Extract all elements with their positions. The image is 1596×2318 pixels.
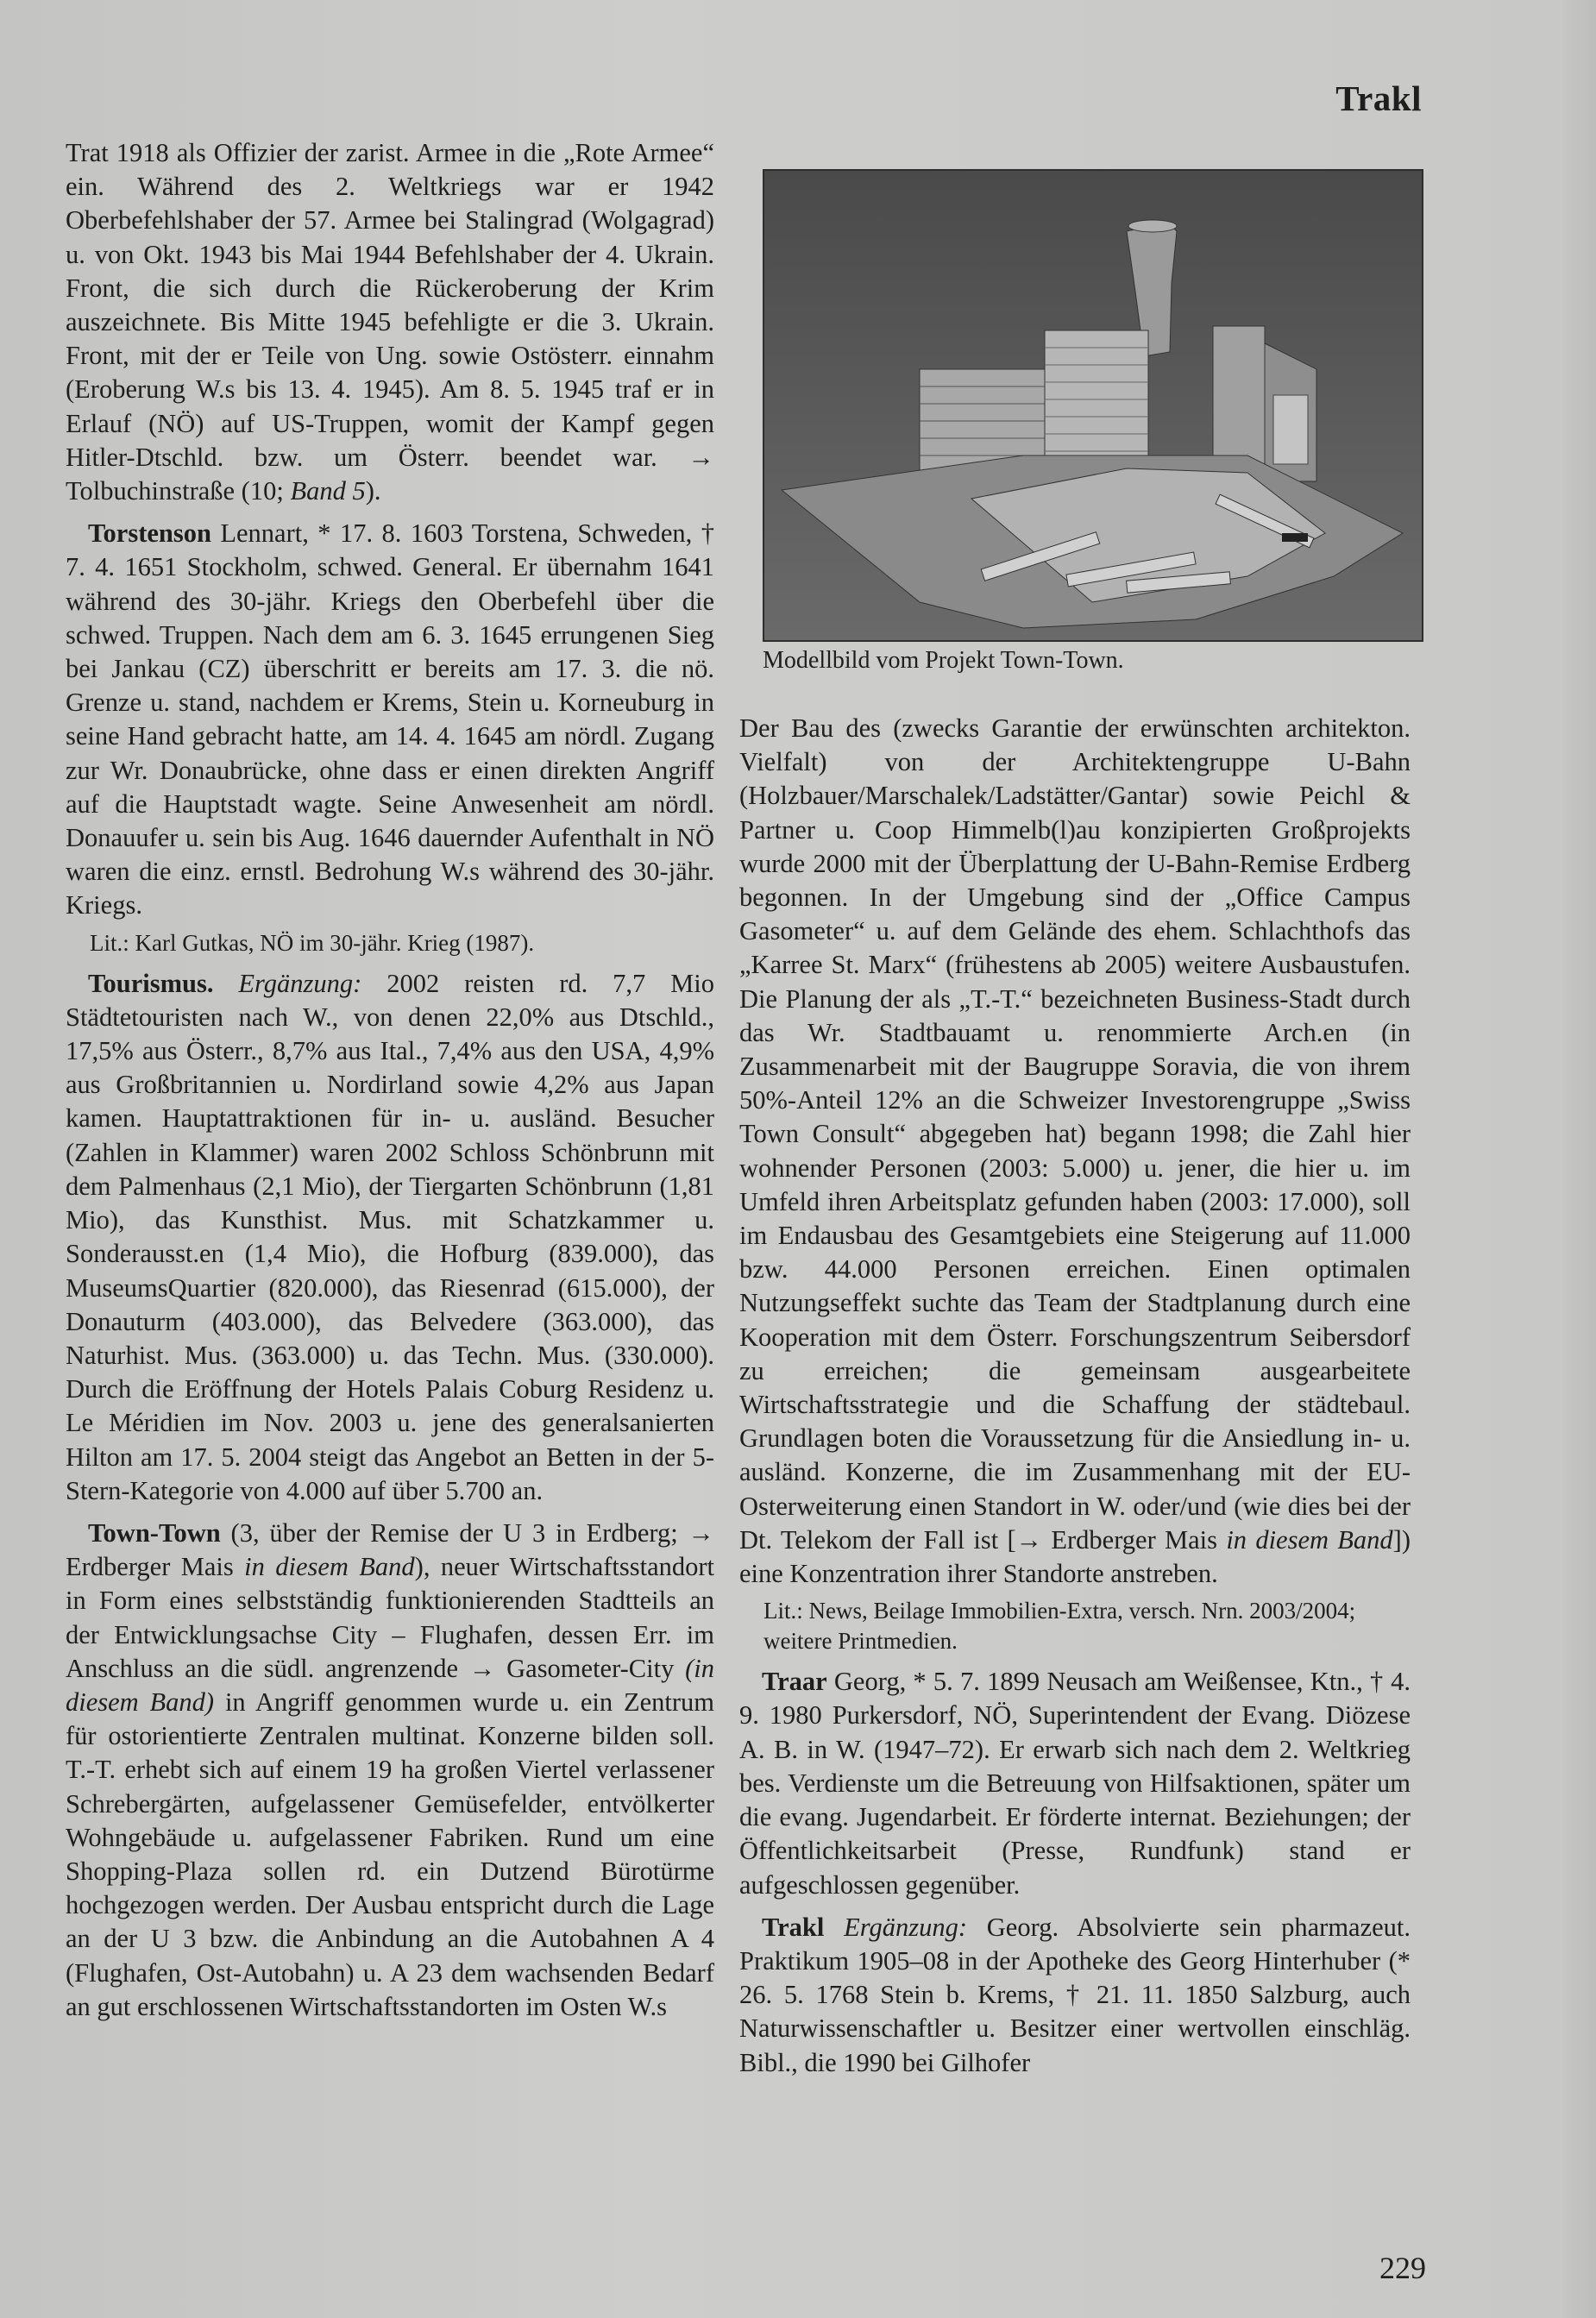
running-head: Trakl [1335,79,1422,118]
literature-note: Lit.: News, Beilage Immobilien-Extra, versch. Nrn. 2003/2004; weitere Printmedien. [763,1598,1356,1655]
paragraph-text: ]) eine Konzentration ihrer Standorte anstreben. [739,1524,1411,1589]
figure-caption: Modellbild vom Projekt Town-Town. [763,647,1124,674]
town-town-model-image [763,169,1423,642]
cross-reference: in diesem Band [1226,1524,1393,1555]
entry-torstenson [66,517,714,922]
left-column [66,136,714,2024]
tolbuchin-continuation [66,136,714,508]
paragraph-text: ). [365,476,381,506]
cross-reference: in diesem Band [244,1552,415,1582]
page-number: 229 [1379,2251,1426,2285]
entry-text: ), neuer Wirtschaftsstandort in Form eines selbstständig funktionierenden Stadtteils an der Entwicklungsachse City – Flughafen, dessen Err. im Anschluss an die südl. angrenzende → Gasometer-City [66,1552,714,1683]
supplement-label: Ergänzung: [238,968,362,998]
architectural-model-illustration [764,171,1422,640]
entry-traar [739,1665,1411,1901]
headword: Traar [762,1667,827,1697]
entry-text: Georg. Absolvierte sein pharmazeut. Praktikum 1905–08 in der Apotheke des Georg Hinterhuber (* 26. 5. 1768 Stein b. Krems, † 21. 11. 1850 Salzburg, auch Naturwissenschaftler u. Besitzer einer wertvollen einschläg. Bibl., die 1990 bei Gilhofer [739,1912,1411,2077]
page-edge [1561,0,1596,2318]
entry-text: Georg, * 5. 7. 1899 Neusach am Weißensee, Ktn., † 4. 9. 1980 Purkersdorf, NÖ, Superintendent der Evang. Diözese A. B. in W. (1947–72). Er erwarb sich nach dem 2. Weltkrieg bes. Verdienste um die Betreuung von Hilfsaktionen, später um die evang. Jugendarbeit. Er förderte internat. Beziehungen; der Öffentlichkeitsarbeit (Presse, Rundfunk) stand er aufgeschlossen gegenüber. [739,1667,1411,1900]
headword: Tourismus. [88,968,214,998]
entry-text: 2002 reisten rd. 7,7 Mio Städtetouristen nach W., von denen 22,0% aus Dtschld., 17,5% aus Österr., 8,7% aus Ital., 7,4% aus den USA, 4,9% aus Großbritannien u. Nordirland sowie 4,2% aus Japan kamen. Hauptattraktionen für in- u. ausländ. Besucher (Zahlen in Klammer) waren 2002 Schloss Schönbrunn mit dem Palmenhaus (2,1 Mio), der Tiergarten Schönbrunn (1,81 Mio), das Kunsthist. Mus. mit Schatzkammer u. Sonderausst.en (1,4 Mio), die Hofburg (839.000), das MuseumsQuartier (820.000), das Riesenrad (615.000), der Donauturm (403.000), das Belvedere (363.000), das Naturhist. Mus. (363.000) u. das Techn. Mus. (330.000). Durch die Eröffnung der Hotels Palais Coburg Residenz u. Le Méridien im Nov. 2003 u. jene des generalsanierten Hilton am 17. 5. 2004 steigt das Angebot an Betten in der 5-Stern-Kategorie von 4.000 auf über 5.700 an. [66,968,714,1505]
paragraph-text: Der Bau des (zwecks Garantie der erwünschten architekton. Vielfalt) von der Architektengruppe U-Bahn (Holzbauer/Marschalek/Ladstätter/Gantar) sowie Peichl & Partner u. Coop Himmelb(l)au konzipierten Großprojekts wurde 2000 mit der Überplattung der U-Bahn-Remise Erdberg begonnen. In der Umgebung sind der „Office Campus Gasometer“ u. auf dem Gelände des ehem. Schlachthofs das „Karree St. Marx“ (frühestens ab 2005) weitere Ausbaustufen. Die Planung der als „T.-T.“ bezeichneten Business-Stadt durch das Wr. Stadtbauamt u. renommierte Arch.en (in Zusammenarbeit mit der Baugruppe Soravia, die von ihrem 50%-Anteil 12% an die Schweizer Investorengruppe „Swiss Town Consult“ abgegeben hat) begann 1998; die Zahl hier wohnender Personen (2003: 5.000) u. jener, die hier u. im Umfeld ihren Arbeitsplatz gefunden haben (2003: 17.000), soll im Endausbau des Gesamtgebiets eine Steigerung auf 11.000 bzw. 44.000 Personen erreichen. Einen optimalen Nutzungseffekt suchte das Team der Stadtplanung durch eine Kooperation mit dem Österr. Forschungszentrum Seibersdorf zu erreichen; die gemeinsam ausgearbeitete Wirtschaftsstrategie und die Schaffung der städtebaul. Grundlagen boten die Voraussetzung für die Ansiedlung in- u. ausländ. Konzerne, die im Zusammenhang mit der EU-Osterweiterung einen Standort in W. oder/und (wie dies bei der Dt. Telekom der Fall ist [→ Erdberger Mais [739,713,1411,1555]
cross-reference: (in diesem Band) [66,1653,714,1717]
paragraph-text: Trat 1918 als Offizier der zarist. Armee in die „Rote Armee“ ein. Während des 2. Weltkriegs war er 1942 Oberbefehlshaber der 57. Armee bei Stalingrad (Wolgagrad) u. von Okt. 1943 bis Mai 1944 Befehlshaber der 4. Ukrain. Front, die sich durch die Rückeroberung der Krim auszeichnete. Bis Mitte 1945 befehligte er die 3. Ukrain. Front, mit der er Teile von Ung. sowie Ostösterr. einnahm (Eroberung W.s bis 13. 4. 1945). Am 8. 5. 1945 traf er in Erlauf (NÖ) auf US-Truppen, womit der Kampf gegen Hitler-Dtschld. bzw. um Österr. beendet war. → Tolbuchinstraße (10; [66,138,714,506]
entry-tourismus [66,967,714,1508]
town-town-continuation [739,712,1411,1591]
entry-text: (3, über der Remise der U 3 in Erdberg; → Erdberger Mais [66,1517,714,1582]
literature-note: Lit.: Karl Gutkas, NÖ im 30-jähr. Krieg (1987). [90,929,535,956]
cross-reference: Band 5 [290,476,366,506]
right-column [739,712,1411,2080]
supplement-label: Ergänzung: [844,1912,967,1942]
figure [763,169,1423,676]
entry-trakl [739,1911,1411,2080]
entry-town-town [66,1517,714,2024]
headword: Torstenson [88,518,211,549]
entry-text: in Angriff genommen wurde u. ein Zentrum für ostorientierte Zentralen multinat. Konzerne bilden soll. T.-T. erhebt sich auf einem 19 ha großen Viertel verlassener Schrebergärten, aufgelassener Gemüsefelder, entvölkerter Wohngebäude u. aufgelassener Fabriken. Rund um eine Shopping-Plaza sollen rd. ein Dutzend Bürotürme hochgezogen werden. Der Ausbau entspricht durch die Lage an der U 3 bzw. die Anbindung an die Autobahnen A 4 (Flughafen, Ost-Autobahn) u. A 23 dem wachsenden Bedarf an gut erschlossenen Wirtschaftsstandorten im Osten W.s [66,1687,714,2021]
headword: Trakl [762,1912,825,1942]
headword: Town-Town [88,1517,221,1548]
entry-text: Lennart, * 17. 8. 1603 Torstena, Schweden, † 7. 4. 1651 Stockholm, schwed. General. Er übernahm 1641 während des 30-jähr. Kriegs den Oberbefehl über die schwed. Truppen. Nach dem am 6. 3. 1645 errungenen Sieg bei Jankau (CZ) überschritt er bereits am 17. 3. die nö. Grenze u. stand, nachdem er Krems, Stein u. Korneuburg in seine Hand gebracht hatte, am 14. 4. 1645 am nördl. Zugang zur Wr. Donaubrücke, ohne dass er einen direkten Angriff auf die Hauptstadt wagte. Seine Anwesenheit am nördl. Donauufer u. sein bis Aug. 1646 dauernder Aufenthalt in NÖ waren die einz. ernstl. Bedrohung W.s während des 30-jähr. Kriegs. [66,518,714,920]
